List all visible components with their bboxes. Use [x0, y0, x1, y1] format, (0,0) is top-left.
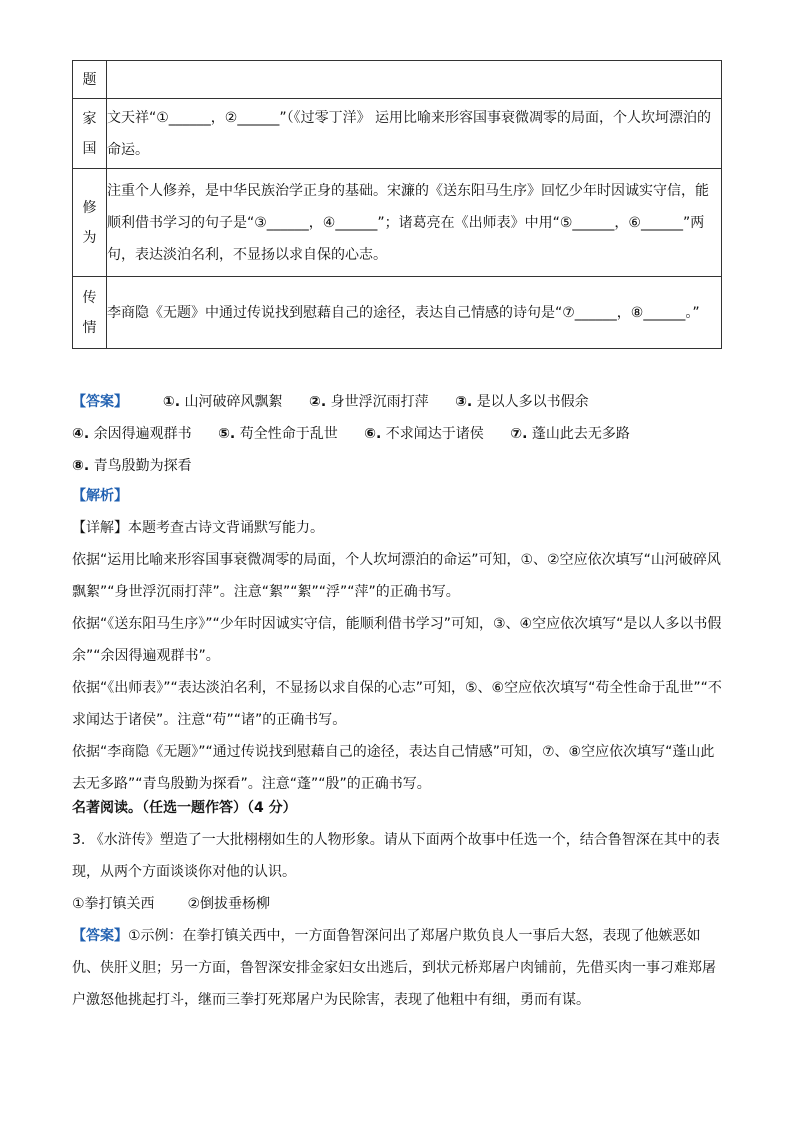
answer-item: ③. 是以人多以书假余 [455, 394, 589, 410]
row-label [73, 99, 107, 169]
option-item: ②倒拔垂杨柳 [187, 896, 271, 912]
reading-question: 3. 《水浒传》塑造了一大批栩栩如生的人物形象。请从下面两个故事中任选一个，结合鲁智深在其中的表现，从两个方面谈谈你对他的认识。 [72, 832, 720, 880]
row-label-text: 家国 [82, 110, 97, 157]
answer-item: ⑥. 不求闻达于诸侯 [364, 426, 484, 442]
answer-section [72, 386, 727, 482]
row-label-text: 传情 [82, 289, 97, 336]
answer-item: ⑦. 蓬山此去无多路 [510, 426, 630, 442]
row-text [107, 61, 722, 99]
analysis-paragraph: 依据“《出师表》”“表达淡泊名利，不显扬以求自保的心志”可知，⑤、⑥空应依次填写“苟全性命于乱世”“不求闻达于诸侯”。注意“苟”“诸”的正确书写。 [72, 680, 722, 728]
answer-item: ④. 余因得遍观群书 [72, 426, 192, 442]
answer-item: ⑧. 青鸟殷勤为探看 [72, 458, 192, 474]
table-row [73, 169, 722, 277]
row-label [73, 169, 107, 277]
reading-answer-text: ①示例：在拳打镇关西中，一方面鲁智深问出了郑屠户欺负良人一事后大怒，表现了他嫉恶如仇、侠肝义胆；另一方面，鲁智深安排金家妇女出逃后，到状元桥郑屠户肉铺前，先借买肉一事刁难郑屠户激怒他挑起打斗，继而三拳打死郑屠户为民除害，表现了他粗中有细，勇而有谋。 [72, 928, 716, 1008]
table-row [73, 277, 722, 349]
row-label [73, 61, 107, 99]
reading-options [72, 888, 727, 920]
analysis-tag: 【解析】 [72, 488, 128, 504]
answer-tag: 【答案】 [72, 394, 128, 410]
row-label-text: 题 [82, 71, 97, 88]
reading-heading: 名著阅读。（任选一题作答）（4 分） [72, 800, 297, 816]
table-row [73, 99, 722, 169]
analysis-paragraph: 依据“《送东阳马生序》”“少年时因诚实守信，能顺利借书学习”可知，③、④空应依次填写“是以人多以书假余”“余因得遍观群书”。 [72, 616, 722, 664]
analysis-paragraph: 依据“运用比喻来形容国事衰微凋零的局面，个人坎坷漂泊的命运”可知，①、②空应依次填写“山河破碎风飘絮”“身世浮沉雨打萍”。注意“絮”“絮”“浮”“萍”的正确书写。 [72, 552, 721, 600]
table-row [73, 61, 722, 99]
answer-item: ①. 山河破碎风飘絮 [162, 394, 283, 410]
dictation-table [72, 60, 722, 349]
row-label-text: 修为 [82, 199, 97, 246]
analysis-section [72, 480, 727, 800]
detail-text: 本题考查古诗文背诵默写能力。 [128, 520, 324, 536]
row-label [73, 277, 107, 349]
answer-item: ②. 身世浮沉雨打萍 [308, 394, 429, 410]
reading-answer [72, 920, 727, 1016]
reading-answer-tag: 【答案】 [72, 928, 128, 944]
answer-item: ⑤. 苟全性命于乱世 [218, 426, 338, 442]
detail-line [72, 512, 727, 544]
row-text: 文天祥“①______，②______”（《过零丁洋》 运用比喻来形容国事衰微凋零的局面，个人坎坷漂泊的命运。 [107, 99, 722, 169]
reading-section [72, 792, 727, 1016]
row-text: 李商隐《无题》中通过传说找到慰藉自己的途径，表达自己情感的诗句是“⑦______，⑧______。” [107, 277, 722, 349]
row-text: 注重个人修养，是中华民族治学正身的基础。宋濂的《送东阳马生序》回忆少年时因诚实守信，能顺利借书学习的句子是“③______，④______”；诸葛亮在《出师表》中用“⑤______，⑥______”两句，表达淡泊名利，不显扬以求自保的心志。 [107, 169, 722, 277]
detail-tag: 【详解】 [72, 520, 128, 536]
option-item: ①拳打镇关西 [72, 896, 155, 912]
analysis-paragraph: 依据“李商隐《无题》”“通过传说找到慰藉自己的途径，表达自己情感”可知，⑦、⑧空应依次填写“蓬山此去无多路”“青鸟殷勤为探看”。注意“蓬”“殷”的正确书写。 [72, 744, 715, 792]
